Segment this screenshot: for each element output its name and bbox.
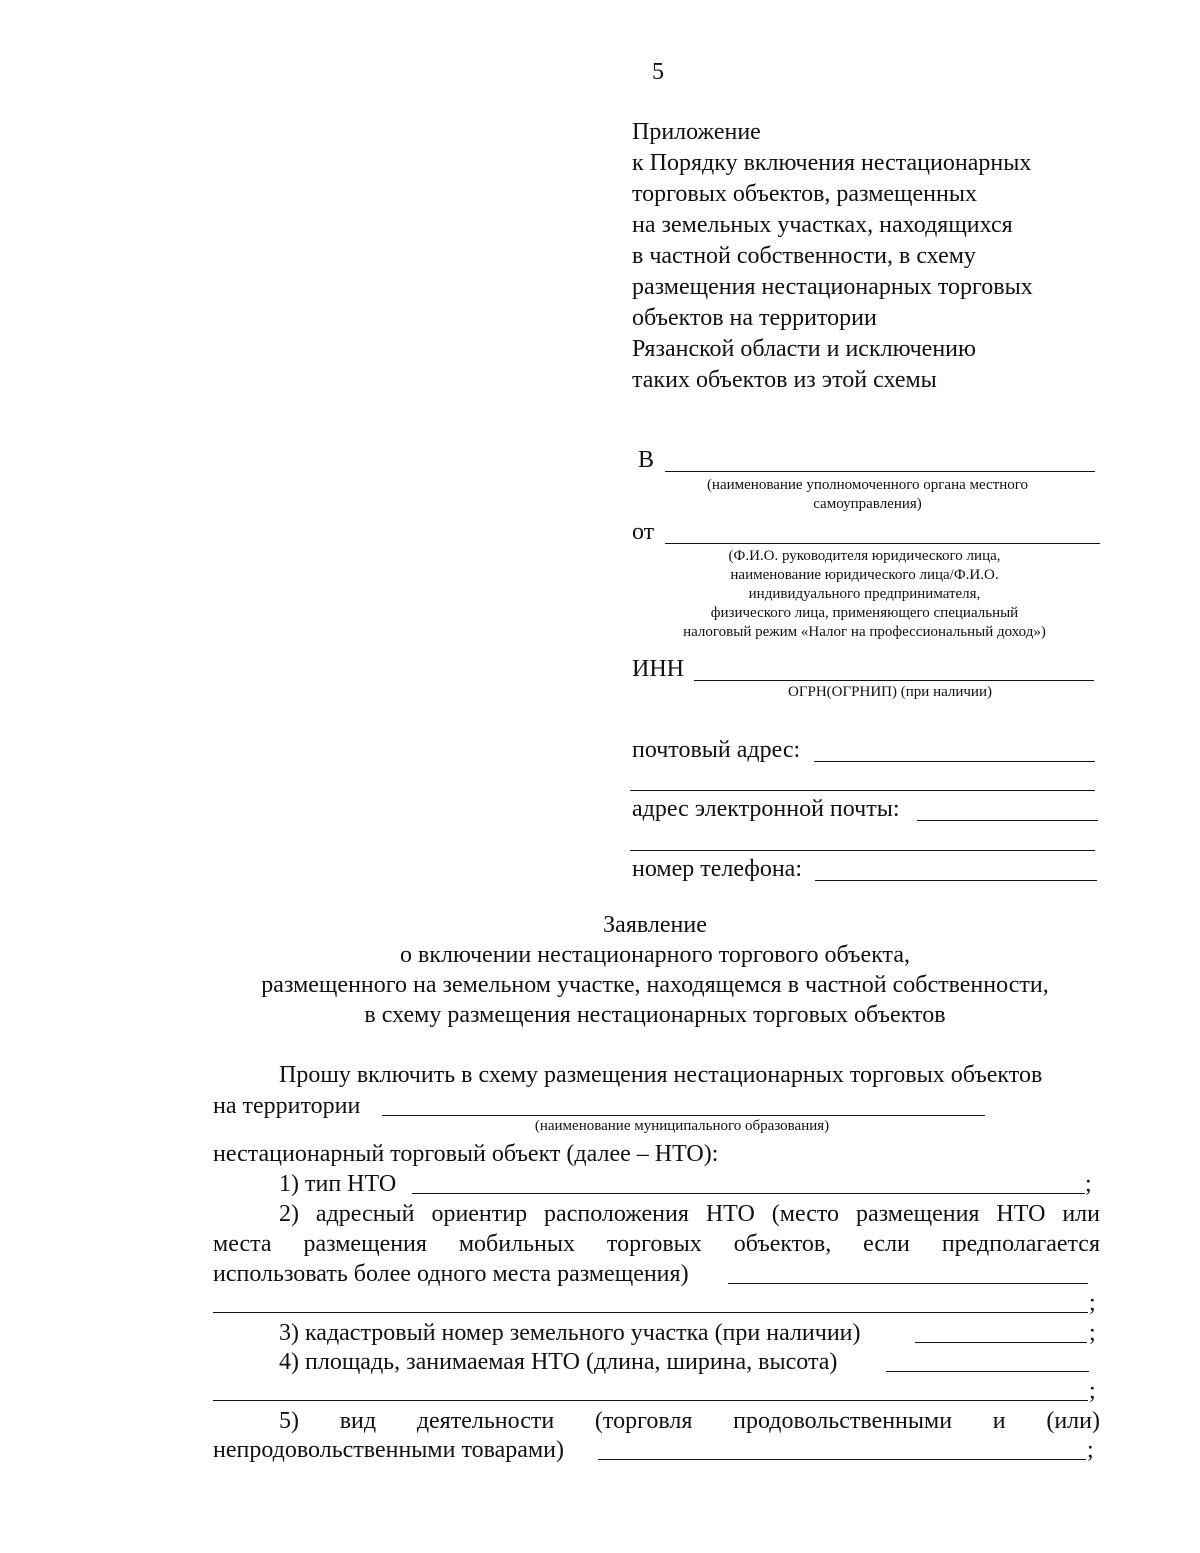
from-field-line[interactable] [665, 543, 1100, 544]
to-note [640, 476, 1095, 514]
postal-label: почтовый адрес: [632, 737, 801, 763]
item3-semicolon: ; [1089, 1320, 1096, 1346]
appendix-line: Приложение [632, 119, 761, 145]
item1-semicolon: ; [1085, 1171, 1092, 1197]
inn-label: ИНН [632, 656, 684, 682]
appendix-block [632, 117, 1033, 396]
appendix-line: размещения нестационарных торговых [632, 274, 1033, 300]
appendix-line: таких объектов из этой схемы [632, 367, 937, 393]
object-line-text: нестационарный торговый объект (далее – НТО): [213, 1141, 719, 1167]
item5-field-line[interactable] [598, 1459, 1086, 1460]
item5-line1: 5) вид деятельности (торговля продовольственными и (или) [279, 1408, 1100, 1434]
ogrn-note: ОГРН(ОГРНИП) (при наличии) [788, 684, 992, 700]
postal-field-line-2[interactable] [630, 790, 1095, 791]
title-line: размещенного на земельном участке, находящемся в частной собственности, [261, 972, 1049, 998]
appendix-line: в частной собственности, в схему [632, 243, 976, 269]
from-note-line: налоговый режим «Налог на профессиональный доход») [683, 624, 1046, 640]
phone-field-line[interactable] [815, 880, 1097, 881]
email-label: адрес электронной почты: [632, 796, 900, 822]
appendix-line: объектов на территории [632, 305, 877, 331]
item3-text: 3) кадастровый номер земельного участка (при наличии) [279, 1320, 861, 1346]
appendix-line: на земельных участках, находящихся [632, 212, 1013, 238]
from-note-line: индивидуального предпринимателя, [748, 586, 981, 602]
phone-label: номер телефона: [632, 856, 803, 882]
to-note-line: самоуправления) [813, 496, 922, 512]
from-note-line: (Ф.И.О. руководителя юридического лица, [728, 548, 1001, 564]
territory-label: на территории [213, 1093, 361, 1119]
email-field-line-2[interactable] [630, 850, 1095, 851]
item1-field-line[interactable] [412, 1193, 1085, 1194]
item2-field-line-2[interactable] [213, 1312, 1088, 1313]
territory-field-line[interactable] [382, 1115, 985, 1116]
item4-semicolon: ; [1089, 1378, 1096, 1404]
title-line: Заявление [603, 912, 707, 938]
to-label: В [638, 447, 655, 473]
territory-note: (наименование муниципального образования) [534, 1118, 830, 1134]
from-note-line: наименование юридического лица/Ф.И.О. [730, 567, 999, 583]
item2-line3: использовать более одного места размещения) [213, 1261, 689, 1287]
to-field-line[interactable] [665, 471, 1095, 472]
item1-text: 1) тип НТО [279, 1171, 397, 1197]
title-line: в схему размещения нестационарных торговых объектов [364, 1002, 946, 1028]
item4-text: 4) площадь, занимаемая НТО (длина, ширина, высота) [279, 1349, 838, 1375]
item5-line2: непродовольственными товарами) [213, 1437, 564, 1463]
item3-field-line[interactable] [915, 1342, 1087, 1343]
item4-field-line[interactable] [886, 1371, 1089, 1372]
email-field-line[interactable] [917, 820, 1098, 821]
item4-field-line-2[interactable] [213, 1400, 1088, 1401]
from-label: от [632, 519, 655, 545]
page-number: 5 [652, 59, 664, 85]
to-note-line: (наименование уполномоченного органа местного [706, 477, 1029, 493]
appendix-line: Рязанской области и исключению [632, 336, 976, 362]
appendix-line: к Порядку включения нестационарных [632, 150, 1032, 176]
from-note [632, 547, 1097, 642]
item2-line2: места размещения мобильных торговых объектов, если предполагается [213, 1231, 1100, 1257]
postal-field-line[interactable] [814, 761, 1095, 762]
item5-semicolon: ; [1087, 1437, 1094, 1463]
item2-line1: 2) адресный ориентир расположения НТО (место размещения НТО или [279, 1201, 1100, 1227]
intro-text: Прошу включить в схему размещения нестационарных торговых объектов [279, 1062, 1043, 1088]
title-line: о включении нестационарного торгового объекта, [400, 942, 910, 968]
statement-title [200, 910, 1110, 1030]
item2-field-line[interactable] [728, 1283, 1088, 1284]
appendix-line: торговых объектов, размещенных [632, 181, 977, 207]
inn-field-line[interactable] [694, 680, 1094, 681]
from-note-line: физического лица, применяющего специальный [710, 605, 1019, 621]
item2-semicolon: ; [1089, 1290, 1096, 1316]
